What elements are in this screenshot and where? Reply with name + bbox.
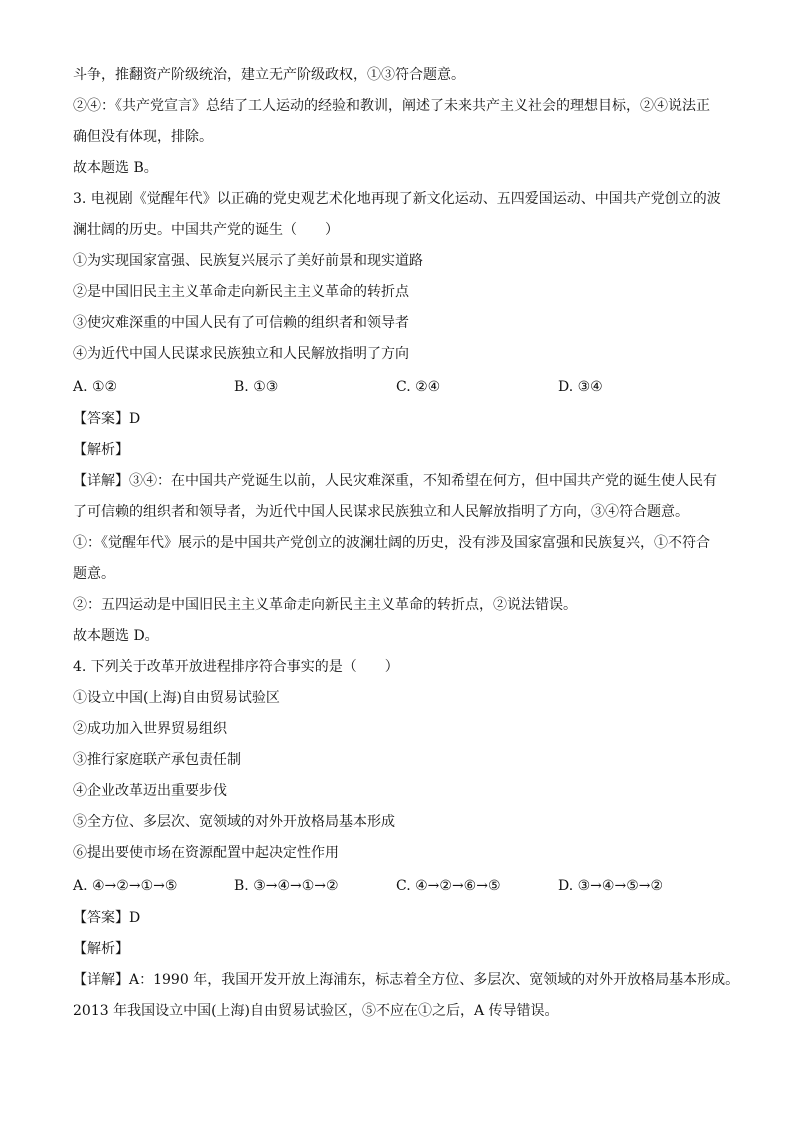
- text-line: 确但没有体现，排除。: [73, 129, 213, 145]
- option-c: C. ②④: [396, 379, 441, 395]
- question-4-stem: 4. 下列关于改革开放进程排序符合事实的是（ ）: [73, 659, 399, 675]
- text-line: 斗争，推翻资产阶级统治，建立无产阶级政权，①③符合题意。: [73, 67, 465, 83]
- question-4-item: ③推行家庭联产承包责任制: [73, 752, 241, 768]
- detail-line: ①：《觉醒年代》展示的是中国共产党创立的波澜壮阔的历史，没有涉及国家富强和民族复兴，①不符合: [73, 535, 710, 551]
- question-4-item: ⑤全方位、多层次、宽领域的对外开放格局基本形成: [73, 814, 395, 830]
- option-b: B. ①③: [234, 379, 279, 395]
- question-4-item: ⑥提出要使市场在资源配置中起决定性作用: [73, 845, 339, 861]
- answer-label: 【答案】D: [73, 411, 141, 427]
- question-4-item: ①设立中国(上海)自由贸易试验区: [73, 690, 280, 706]
- option-d: D. ③④: [558, 379, 603, 395]
- analysis-label: 【解析】: [73, 442, 129, 458]
- detail-line: 题意。: [73, 566, 115, 582]
- question-4-item: ②成功加入世界贸易组织: [73, 721, 227, 737]
- question-3-stem: 3. 电视剧《觉醒年代》以正确的党史观艺术化地再现了新文化运动、五四爱国运动、中国共产党创立的波: [73, 191, 721, 207]
- question-3-options: [73, 372, 734, 403]
- question-3-item: ②是中国旧民主主义革命走向新民主主义革命的转折点: [73, 284, 409, 300]
- question-3-item: ①为实现国家富强、民族复兴展示了美好前景和现实道路: [73, 253, 423, 269]
- detail-line: 故本题选 D。: [73, 628, 159, 644]
- question-4-item: ④企业改革迈出重要步伐: [73, 783, 227, 799]
- detail-line: 【详解】③④：在中国共产党诞生以前，人民灾难深重，不知希望在何方，但中国共产党的诞生使人民有: [73, 473, 717, 489]
- text-line: 故本题选 B。: [73, 160, 158, 176]
- option-a: A. ①②: [73, 379, 118, 395]
- question-4-options: [73, 871, 734, 902]
- option-d: D. ③→④→⑤→②: [558, 878, 664, 894]
- option-b: B. ③→④→①→②: [234, 878, 339, 894]
- question-3-stem-cont: 澜壮阔的历史。中国共产党的诞生（ ）: [73, 222, 339, 238]
- detail-line: 【详解】A：1990 年，我国开发开放上海浦东，标志着全方位、多层次、宽领域的对外开放格局基本形成。: [73, 972, 740, 988]
- detail-line: 2013 年我国设立中国(上海)自由贸易试验区，⑤不应在①之后，A 传导错误。: [73, 1003, 559, 1019]
- analysis-label: 【解析】: [73, 941, 129, 957]
- question-3-item: ③使灾难深重的中国人民有了可信赖的组织者和领导者: [73, 315, 409, 331]
- answer-label: 【答案】D: [73, 910, 141, 926]
- option-c: C. ④→②→⑥→⑤: [396, 878, 501, 894]
- question-3-item: ④为近代中国人民谋求民族独立和人民解放指明了方向: [73, 346, 409, 362]
- detail-line: ②：五四运动是中国旧民主主义革命走向新民主主义革命的转折点，②说法错误。: [73, 597, 577, 613]
- detail-line: 了可信赖的组织者和领导者，为近代中国人民谋求民族独立和人民解放指明了方向，③④符合题意。: [73, 504, 689, 520]
- text-line: ②④：《共产党宣言》总结了工人运动的经验和教训，阐述了未来共产主义社会的理想目标，②④说法正: [73, 98, 710, 114]
- option-a: A. ④→②→①→⑤: [73, 878, 178, 894]
